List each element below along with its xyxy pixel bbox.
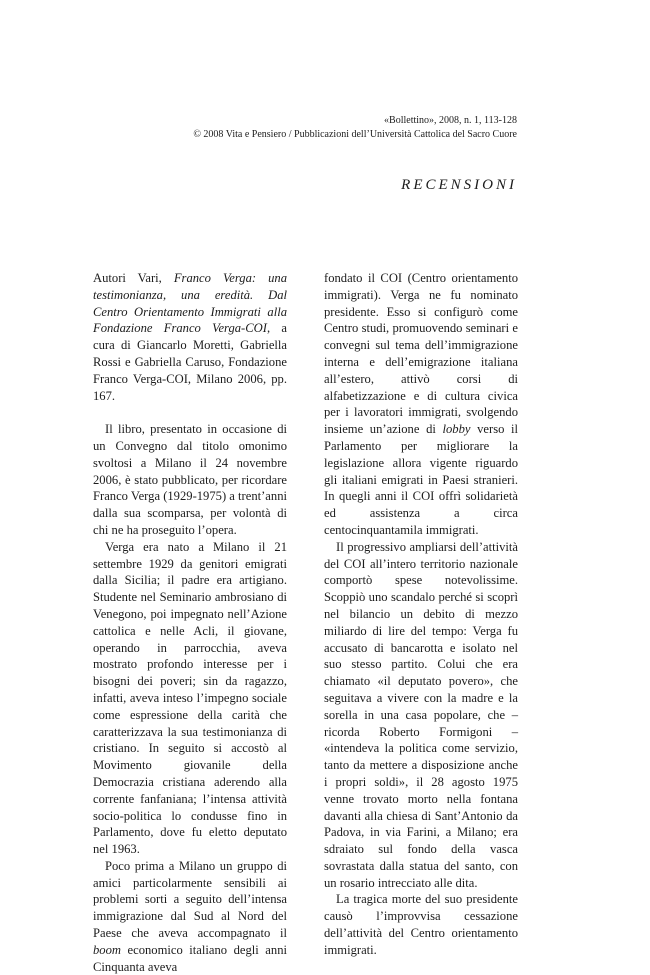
paragraph: Il progressivo ampliarsi dell’attività del COI all’intero territorio nazionale comportò spese notevolissime. Scoppiò uno scandalo perché si scoprì nel bilancio un debito di mezzo miliardo di lire del tempo: Verga fu accusato di bancarotta e isolato nel suo stesso partito. Colui che era chiamato «il deputato povero», che seguitava a vivere con la madre e la sorella in una casa popolare, che – ricorda Roberto Formigoni – «intendeva la politica come servizio, tanto da mettere a disposizione anche i propri soldi», il 28 agosto 1975 venne trovato morto nella fontana davanti alla chiesa di Sant’Antonio da Padova, in via Farini, a Milano; era sdraiato sul fondo della vasca sovrastata dalla statua del santo, con un rosario intrecciato alle dita. <box>324 539 518 890</box>
text-run: economico italiano degli anni Cinquanta aveva <box>93 942 287 974</box>
copyright-line: © 2008 Vita e Pensiero / Pubblicazioni dell’Università Cattolica del Sacro Cuore <box>193 129 517 140</box>
paragraph-continued <box>324 270 518 539</box>
text-run: Poco prima a Milano un gruppo di amici particolarmente sensibili ai problemi sorti a seguito dell’intensa immigrazione dal Sud al Nord del Paese che aveva accompagnato il <box>93 858 287 941</box>
text-run: fondato il COI (Centro orientamento immigrati). Verga ne fu nominato presidente. Esso si configurò come Centro studi, promuovendo seminari e convegni sul tema dell’immigrazione interna e dell’emigrazione italiana all’estero, attivò corsi di alfabetizzazione e di cultura civica per i lavoratori immigrati, svolgendo insieme un’azione di <box>324 271 518 437</box>
emphasis: boom <box>93 942 121 957</box>
running-header <box>193 114 517 142</box>
paragraph: La tragica morte del suo presidente causò l’improvvisa cessazione dell’attività del Centro orientamento immigrati. <box>324 892 518 957</box>
paragraph <box>93 858 287 975</box>
left-column <box>93 270 287 975</box>
right-column <box>324 270 518 959</box>
paragraph: Verga era nato a Milano il 21 settembre 1929 da genitori emigrati dalla Sicilia; il padre era artigiano. Studente nel Seminario ambrosiano di Venegono, poi impegnato nell’Azione cattolica e nelle Acli, il giovane, operando in parrocchia, aveva mostrato profondo interesse per i bisogni dei poveri; sin da ragazzo, infatti, aveva inteso l’impegno sociale come espressione della carità che caratterizzava la sua testimonianza di cristiano. In seguito si accostò al Movimento giovanile della Democrazia cristiana aderendo alla corrente fanfaniana; l’intensa attività socio-politica lo condusse fino in Parlamento, dove fu eletto deputato nel 1963. <box>93 539 287 857</box>
reference-book-title: Franco Verga: una testimonianza, una eredità. Dal Centro Orientamento Immigrati alla Fondazione Franco Verga-COI <box>93 271 287 336</box>
reference-authors: Autori Vari, <box>93 271 174 285</box>
reference-details: , a cura di Giancarlo Moretti, Gabriella Rossi e Gabriella Caruso, Fondazione Franco Verga-COI, Milano 2006, pp. 167. <box>93 321 287 403</box>
paragraph: Il libro, presentato in occasione di un Convegno dal titolo omonimo svoltosi a Milano il 24 novembre 2006, è stato pubblicato, per ricordare Franco Verga (1929-1975) a trent’anni dalla sua scomparsa, per volontà di chi ne ha proseguito l’opera. <box>93 422 287 537</box>
text-run: verso il Parlamento per migliorare la legislazione allora vigente riguardo gli italiani emigrati in Paesi stranieri. In quegli anni il COI offrì solidarietà ed assistenza a circa centocinquantamila immigrati. <box>324 422 519 537</box>
journal-citation: «Bollettino», 2008, n. 1, 113-128 <box>384 115 517 126</box>
emphasis: lobby <box>442 422 471 437</box>
section-title: RECENSIONI <box>401 177 517 193</box>
bibliographic-reference <box>93 270 287 404</box>
